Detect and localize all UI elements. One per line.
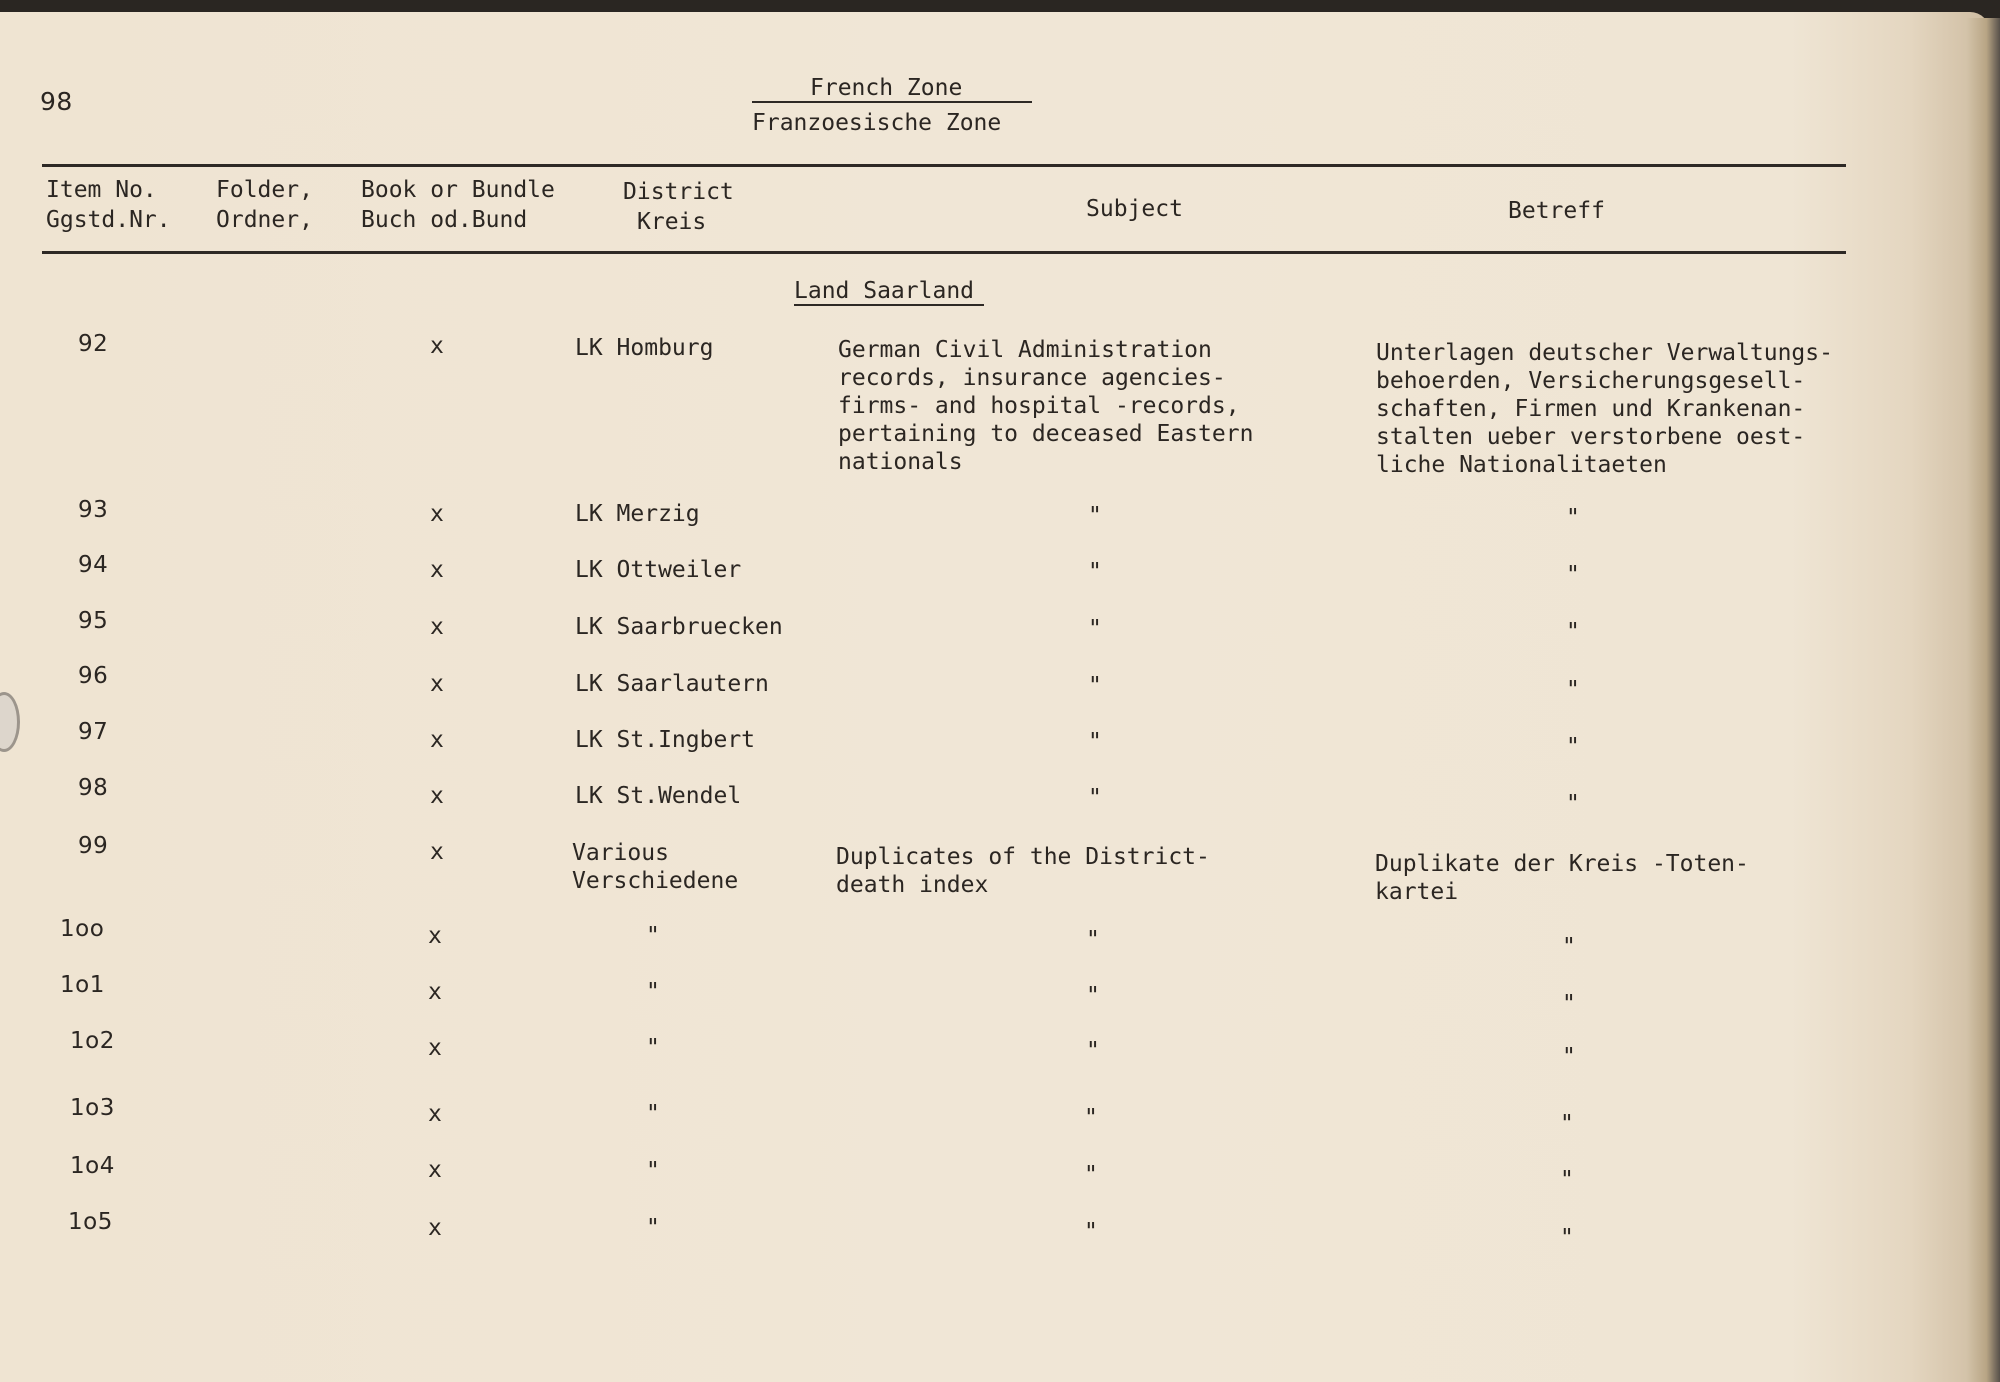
item-number: 1o2 [70,1028,115,1054]
book-mark: x [430,783,444,809]
subject-cell: " [1086,1038,1100,1064]
item-number: 1o4 [70,1153,115,1179]
book-mark: x [430,501,444,527]
book-mark: x [430,727,444,753]
district-cell: LK Homburg [575,335,714,361]
betreff-cell: " [1566,562,1580,588]
header-subject: Subject [1086,196,1183,222]
betreff-cell: " [1562,991,1576,1017]
book-mark: x [430,671,444,697]
subject-cell: " [1088,503,1102,529]
subject-cell: " [1084,1219,1098,1245]
item-number: 97 [78,719,109,745]
book-mark: x [428,923,442,949]
item-number: 98 [78,775,109,801]
district-cell: " [646,979,660,1005]
item-number: 95 [78,608,109,634]
zone-title-underline [752,101,1032,103]
item-number: 99 [78,833,109,859]
book-mark: x [430,614,444,640]
item-number: 92 [78,331,109,357]
item-number: 1o1 [60,972,105,998]
subject-cell: " [1088,673,1102,699]
betreff-cell: " [1566,791,1580,817]
subject-cell: " [1088,616,1102,642]
subject-cell: " [1088,559,1102,585]
item-number: 1oo [60,916,105,942]
zone-title-en: French Zone [810,75,963,101]
header-betreff: Betreff [1508,198,1605,224]
book-mark: x [430,333,444,359]
section-title: Land Saarland [794,278,975,304]
betreff-cell: " [1562,934,1576,960]
book-mark: x [430,557,444,583]
district-cell: LK St.Ingbert [575,727,756,753]
subject-cell: " [1084,1162,1098,1188]
district-cell: " [646,1101,660,1127]
betreff-cell: " [1566,505,1580,531]
district-cell: " [646,1035,660,1061]
betreff-cell: " [1560,1225,1574,1251]
subject-cell: " [1086,927,1100,953]
book-mark: x [428,1101,442,1127]
book-mark: x [428,1035,442,1061]
zone-title-de: Franzoesische Zone [752,110,1002,136]
item-number: 1o3 [70,1095,115,1121]
header-bottom-rule [42,251,1846,254]
district-cell: " [646,1215,660,1241]
betreff-cell: " [1566,677,1580,703]
district-cell: LK Ottweiler [575,557,742,583]
book-mark: x [428,979,442,1005]
district-cell: LK Saarlautern [575,671,769,697]
item-number: 1o5 [68,1209,113,1235]
page-edge [1966,18,2000,1382]
betreff-cell: " [1560,1111,1574,1137]
section-title-underline [794,304,984,306]
book-mark: x [428,1157,442,1183]
subject-cell: " [1088,785,1102,811]
subject-cell: " [1086,983,1100,1009]
item-number: 96 [78,663,109,689]
district-cell: " [646,923,660,949]
book-mark: x [430,839,444,865]
betreff-cell: " [1562,1044,1576,1070]
district-cell: LK St.Wendel [575,783,742,809]
betreff-cell: " [1566,619,1580,645]
header-top-rule [42,164,1846,167]
district-cell: " [646,1158,660,1184]
book-mark: x [428,1215,442,1241]
district-cell: LK Saarbruecken [575,614,783,640]
subject-cell: " [1084,1105,1098,1131]
betreff-cell: " [1566,734,1580,760]
item-number: 93 [78,497,109,523]
district-cell: LK Merzig [575,501,700,527]
item-number: 94 [78,552,109,578]
subject-cell: " [1088,729,1102,755]
page-number: 98 [40,87,73,116]
betreff-cell: " [1560,1167,1574,1193]
